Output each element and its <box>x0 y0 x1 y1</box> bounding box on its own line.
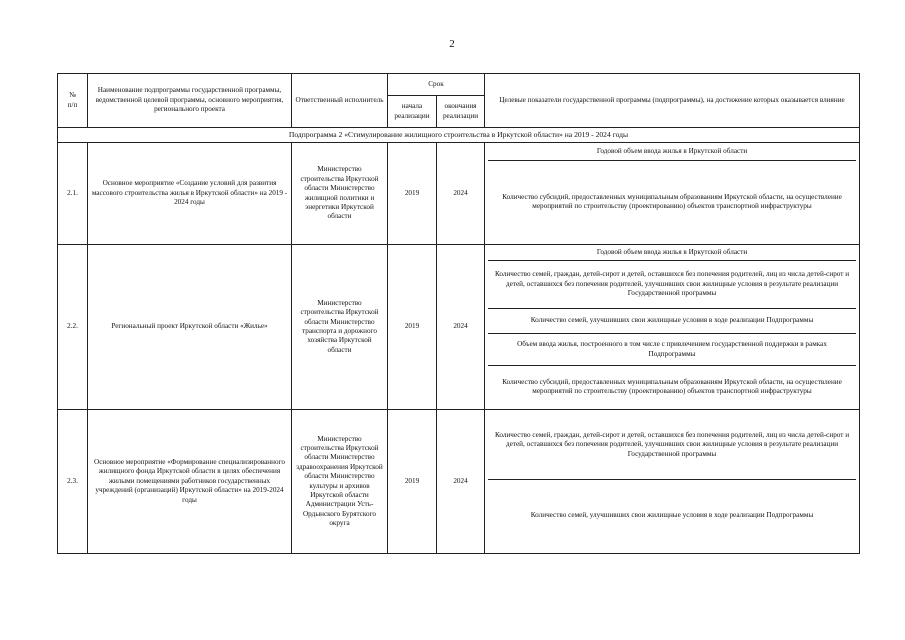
indicator: Количество семей, улучшивших свои жилищные условия в ходе реализации Подпрограммы <box>488 309 856 334</box>
header-indicators: Целевые показатели государственной программы (подпрограммы), на достижение которых оказывается влияние <box>485 74 860 128</box>
row-name: Основное мероприятие «Формирование специализированного жилищного фонда Иркутской области в целях обеспечения жилыми помещениями работников государственных учреждений (организаций) Иркутской области» на 2019-2024 годы <box>88 410 292 554</box>
program-table <box>57 73 860 554</box>
row-indicators <box>485 143 860 245</box>
indicator: Количество семей, граждан, детей-сирот и детей, оставшихся без попечения родителей, лиц из числа детей-сирот и детей, оставшихся без попечения родителей, улучшивших свои жилищные условия в результате реализации Государственной программы <box>488 261 856 309</box>
row-num: 2.1. <box>58 143 88 245</box>
indicator: Количество семей, граждан, детей-сирот и детей, оставшихся без попечения родителей, лиц из числа детей-сирот и детей, оставшихся без попечения родителей, улучшивших свои жилищные условия в результате реализации Государственной программы <box>488 411 856 480</box>
row-executor: Министерство строительства Иркутской области Министерство транспорта и дорожного хозяйства Иркутской области <box>292 245 388 410</box>
header-num: № п/п <box>58 74 88 128</box>
row-executor: Министерство строительства Иркутской области Министерство здравоохранения Иркутской области Министерство культуры и архивов Иркутской области Администрации Усть-Ордынского Бурятского округа <box>292 410 388 554</box>
page-number: 2 <box>449 38 455 50</box>
header-start: начала реализации <box>388 96 437 128</box>
table-row <box>58 410 860 554</box>
header-executor: Ответственный исполнитель <box>292 74 388 128</box>
row-name: Региональный проект Иркутской области «Жилье» <box>88 245 292 410</box>
header-end: окончания реализации <box>437 96 485 128</box>
row-start: 2019 <box>388 245 437 410</box>
table-row <box>58 245 860 410</box>
header-name: Наименование подпрограммы государственной программы, ведомственной целевой программы, основного мероприятия, регионального проекта <box>88 74 292 128</box>
indicator: Годовой объем ввода жилья в Иркутской области <box>488 246 856 261</box>
indicator: Годовой объем ввода жилья в Иркутской области <box>488 144 856 161</box>
indicator: Количество субсидий, предоставленных муниципальным образованиям Иркутской области, на осуществление мероприятий по строительству (проектированию) объектов транспортной инфраструктуры <box>502 377 842 395</box>
section-title: Подпрограмма 2 «Стимулирование жилищного строительства в Иркутской области» на 2019 - 2024 годы <box>58 128 860 143</box>
row-start: 2019 <box>388 143 437 245</box>
row-indicators <box>485 245 860 410</box>
row-num: 2.2. <box>58 245 88 410</box>
row-end: 2024 <box>437 245 485 410</box>
row-end: 2024 <box>437 143 485 245</box>
row-indicators <box>485 410 860 554</box>
indicator: Объем ввода жилья, построенного в том числе с привлечением государственной поддержки в рамках Подпрограммы <box>488 334 856 366</box>
row-end: 2024 <box>437 410 485 554</box>
header-term: Срок <box>388 74 485 96</box>
indicator: Количество субсидий, предоставленных муниципальным образованиям Иркутской области, на осуществление мероприятий по строительству (проектированию) объектов транспортной инфраструктуры <box>502 192 842 210</box>
row-name: Основное мероприятие «Создание условий для развития массового строительства жилья в Иркутской области» на 2019 - 2024 годы <box>88 143 292 245</box>
indicator: Количество семей, улучшивших свои жилищные условия в ходе реализации Подпрограммы <box>530 511 814 520</box>
row-num: 2.3. <box>58 410 88 554</box>
row-executor: Министерство строительства Иркутской области Министерство жилищной политики и энергетики Иркутской области <box>292 143 388 245</box>
table-row <box>58 143 860 245</box>
row-start: 2019 <box>388 410 437 554</box>
